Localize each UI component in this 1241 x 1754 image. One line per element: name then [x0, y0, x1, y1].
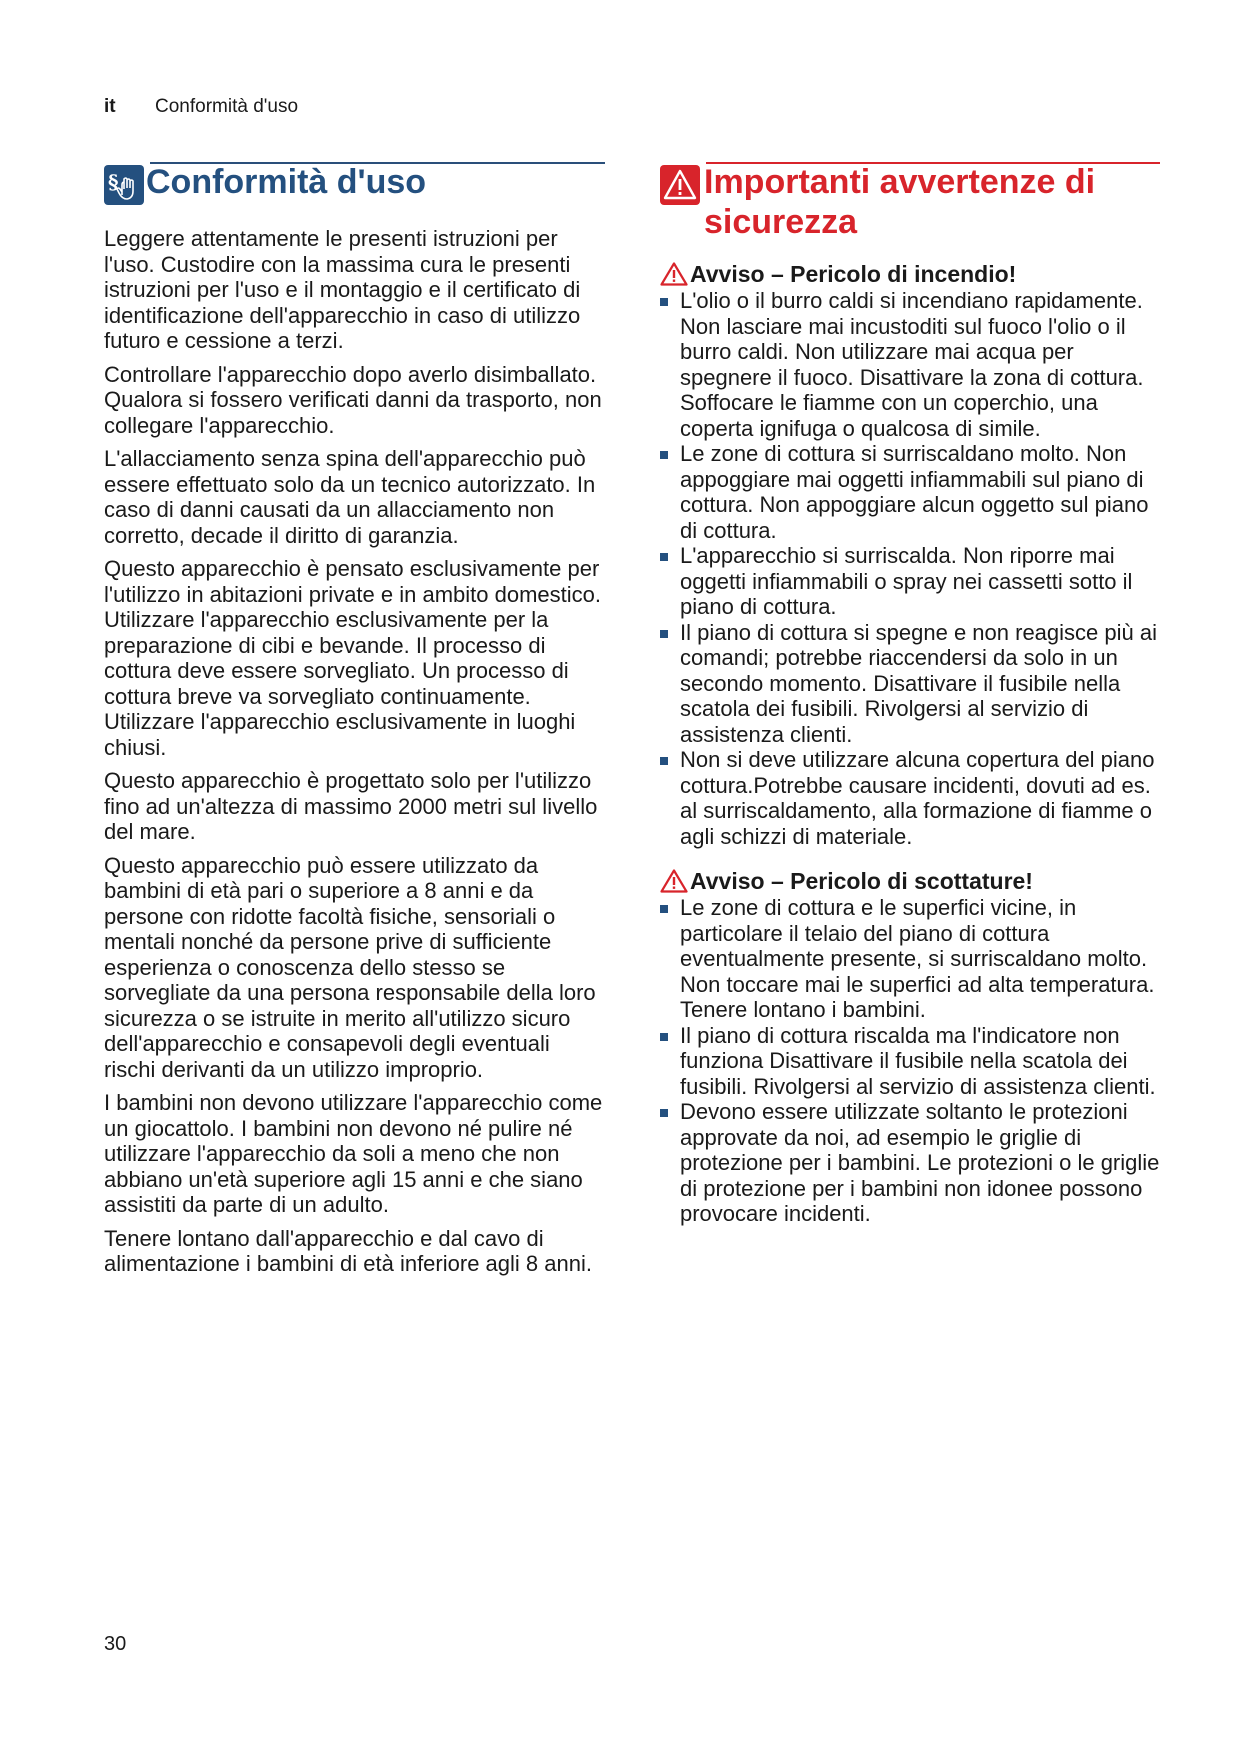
- paragraph: Controllare l'apparecchio dopo averlo disimballato. Qualora si fossero verificati danni da trasporto, non collegare l'apparecchio.: [104, 361, 602, 438]
- paragraph: Leggere attentamente le presenti istruzioni per l'uso. Custodire con la massima cura le presenti istruzioni per l'uso e il montaggio e il certificato di identificazione dell'apparecchio in caso di utilizzo futuro e cessione a terzi.: [104, 226, 581, 353]
- bullet-square-icon: [660, 451, 668, 459]
- paragraph: Tenere lontano dall'apparecchio e dal cavo di alimentazione i bambini di età inferiore agli 8 anni.: [104, 1225, 592, 1276]
- paragraph: Questo apparecchio è progettato solo per l'utilizzo fino ad un'altezza di massimo 2000 metri sul livello del mare.: [104, 768, 598, 844]
- page-number: 30: [104, 1633, 127, 1655]
- bullet-square-icon: [660, 757, 668, 765]
- list-item: L'apparecchio si surriscalda. Non riporre mai oggetti infiammabili o spray nei cassetti sotto il piano di cottura.: [660, 543, 1160, 620]
- bullet-square-icon: [660, 905, 668, 913]
- list-item: Devono essere utilizzate soltanto le protezioni approvate da noi, ad esempio le griglie di protezione per i bambini. Le protezioni o le griglie di protezione per i bambini non idonee possono provocare incidenti.: [660, 1099, 1160, 1227]
- bullet-square-icon: [660, 630, 668, 638]
- section-heading-text: Conformità d'uso: [146, 163, 427, 201]
- warning-heading-text: Avviso – Pericolo di incendio!: [690, 261, 1017, 287]
- running-header-title: Conformità d'uso: [155, 96, 299, 117]
- bullet-square-icon: [660, 1109, 668, 1117]
- warning-heading-fire: [660, 260, 1160, 288]
- section-heading-safety: [660, 162, 1160, 242]
- paragraph: Questo apparecchio è pensato esclusivamente per l'utilizzo in abitazioni private e in ambito domestico. Utilizzare l'apparecchio esclusivamente per la preparazione di cibi e bevande. Il processo di cottura deve essere sorvegliato. Un processo di cottura breve va sorvegliato continuamente. Utilizzare l'apparecchio esclusivamente in luoghi chiusi.: [104, 556, 601, 760]
- list-item: Le zone di cottura e le superfici vicine, in particolare il telaio del piano di cottura eventualmente presente, si surriscaldano molto. Non toccare mai le superfici ad alta temperatura. Tenere lontano i bambini.: [660, 895, 1160, 1023]
- bullet-square-icon: [660, 1033, 668, 1041]
- warning-heading-text: Avviso – Pericolo di scottature!: [690, 868, 1033, 894]
- warning-heading-burns: [660, 867, 1160, 895]
- paragraph: I bambini non devono utilizzare l'apparecchio come un giocattolo. I bambini non devono né pulire né utilizzare l'apparecchio da soli a meno che non abbiano un'età superiore agli 15 anni e che siano assistiti da parte di un adulto.: [104, 1090, 603, 1217]
- language-code: it: [104, 96, 116, 117]
- bullet-square-icon: [660, 298, 668, 306]
- list-item: Il piano di cottura si spegne e non reagisce più ai comandi; potrebbe riaccendersi da solo in un secondo momento. Disattivare il fusibile nella scatola dei fusibili. Rivolgersi al servizio di assistenza clienti.: [660, 620, 1160, 748]
- section-hand-icon: [104, 165, 144, 205]
- warning-triangle-icon: [660, 165, 700, 205]
- svg-text:§: §: [108, 170, 119, 194]
- section-heading-conformity: [104, 162, 604, 202]
- warning-list-fire: [660, 288, 1160, 849]
- paragraph: Questo apparecchio può essere utilizzato da bambini di età pari o superiore a 8 anni e da persone con ridotte facoltà fisiche, sensoriali o mentali nonché da persone prive di sufficiente esperienza o conoscenza dello stesso se sorvegliate da una persona responsabile della loro sicurezza o se istruite in merito all'utilizzo sicuro dell'apparecchio e consapevoli degli eventuali rischi derivanti da un utilizzo improprio.: [104, 852, 596, 1082]
- right-column: [660, 162, 1160, 1227]
- paragraph: L'allacciamento senza spina dell'apparecchio può essere effettuato solo da un tecnico autorizzato. In caso di danni causati da un allacciamento non corretto, decade il diritto di garanzia.: [104, 446, 596, 548]
- left-column: [104, 162, 604, 1285]
- list-item: Non si deve utilizzare alcuna copertura del piano cottura.Potrebbe causare incidenti, dovuti ad es. al surriscaldamento, alla formazione di fiamme o agli schizzi di materiale.: [660, 747, 1160, 849]
- list-item: L'olio o il burro caldi si incendiano rapidamente. Non lasciare mai incustoditi sul fuoco l'olio o il burro caldi. Non utilizzare mai acqua per spegnere il fuoco. Disattivare la zona di cottura. Soffocare le fiamme con un coperchio, una coperta ignifuga o qualcosa di simile.: [660, 288, 1160, 441]
- warning-list-burns: [660, 895, 1160, 1227]
- list-item: Il piano di cottura riscalda ma l'indicatore non funziona Disattivare il fusibile nella scatola dei fusibili. Rivolgersi al servizio di assistenza clienti.: [660, 1023, 1160, 1100]
- list-item: Le zone di cottura si surriscaldano molto. Non appoggiare mai oggetti infiammabili sul piano di cottura. Non appoggiare alcun oggetto sul piano di cottura.: [660, 441, 1160, 543]
- running-header: [104, 96, 299, 118]
- section-heading-text: Importanti avvertenze di sicurezza: [704, 163, 1096, 241]
- left-body: [104, 226, 604, 1277]
- bullet-square-icon: [660, 553, 668, 561]
